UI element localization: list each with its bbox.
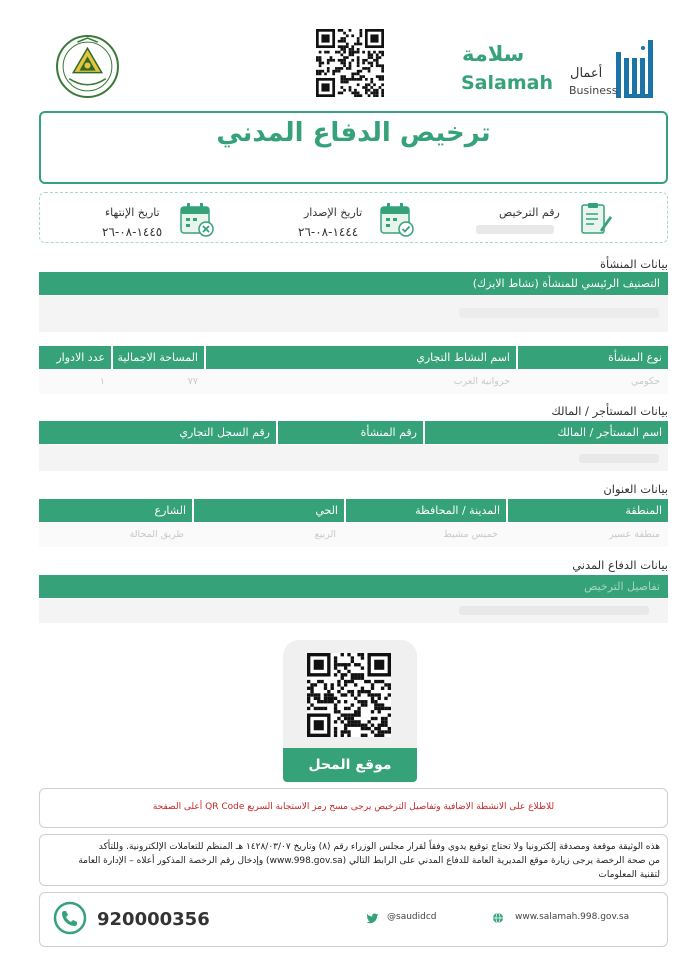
salamah-logo-arabic: سلامة (462, 42, 525, 66)
val-city: خميس مشيط (443, 529, 498, 540)
val-facility-type: حكومي (630, 376, 660, 387)
civil-defense-section-title: بيانات الدفاع المدني (572, 558, 668, 572)
salamah-logo-english: Salamah (461, 72, 553, 94)
val-street: طريق المحالة (129, 529, 184, 540)
facility-table-header (39, 346, 668, 369)
val-district: الربيع (314, 529, 336, 540)
tenant-table-row (39, 445, 668, 471)
calendar-x-icon (177, 200, 215, 238)
val-floors: ١ (99, 376, 105, 387)
disclaimer-line-2: من صحة الرخصة يرجى زيارة موقع المديرية العامة للدفاع المدني على الرابط التالي (www.998.gov.sa) وإدخال رقم الرخصة المذكور أعلاه – الإدارة العامة (78, 856, 660, 866)
qr-notice-text: للاطلاع على الانشطة الاضافية وتفاصيل الترخيص يرجى مسح رمز الاستجابة السريع QR Code أعلى الصفحة (152, 802, 555, 812)
val-region: منطقة عسير (609, 529, 660, 540)
facility-main-class-bar (39, 272, 668, 295)
phone-number[interactable]: 920000356 (97, 909, 210, 930)
store-location-button[interactable]: موقع المحل (283, 748, 417, 782)
website-link[interactable]: www.salamah.998.gov.sa (515, 912, 630, 922)
document-edit-icon (576, 200, 614, 238)
col-region: المنطقة (506, 499, 668, 522)
tenant-table-header (39, 421, 668, 444)
col-district: الحي (192, 499, 344, 522)
val-trade-name: حروانية الغرب (453, 376, 510, 387)
globe-icon (492, 912, 504, 924)
license-number-label: رقم الترخيص (499, 206, 560, 219)
issue-date-value: ١٤٤٤-٠٨-٢٦ (298, 225, 359, 239)
col-facility-number: رقم المنشأة (276, 421, 423, 444)
location-qr-code[interactable] (307, 653, 391, 737)
address-table-row (39, 523, 668, 547)
col-city: المدينة / المحافظة (344, 499, 506, 522)
civil-defense-bar (39, 575, 668, 598)
val-total-area: ٧٧ (187, 376, 198, 387)
civil-defense-value-row (39, 599, 668, 623)
facility-section-title: بيانات المنشأة (600, 257, 668, 271)
tenant-section-title: بيانات المستأجر / المالك (551, 404, 668, 418)
issue-date-label: تاريخ الإصدار (304, 206, 363, 219)
top-qr-code[interactable] (316, 29, 384, 97)
address-section-title: بيانات العنوان (603, 482, 668, 496)
col-tenant-name: اسم المستأجر / المالك (423, 421, 668, 444)
main-class-label: التصنيف الرئيسي للمنشأة (نشاط الايزك) (472, 277, 660, 290)
amal-label-english: Business (569, 84, 618, 97)
main-class-value-redacted (459, 308, 659, 318)
col-trade-name: اسم النشاط التجاري (204, 346, 516, 369)
disclaimer-line-3: لتقنية المعلومات (598, 870, 660, 880)
main-class-value-row (39, 296, 668, 332)
expiry-date-value: ١٤٤٥-٠٨-٢٦ (102, 225, 163, 239)
twitter-handle[interactable]: @saudidcd (387, 912, 437, 922)
twitter-icon (367, 912, 379, 924)
page-title: ترخيص الدفاع المدني (216, 118, 491, 148)
col-floors: عدد الادوار (56, 351, 105, 364)
col-cr-number: رقم السجل التجاري (179, 426, 270, 439)
phone-icon (53, 901, 87, 935)
calendar-check-icon (377, 200, 415, 238)
facility-table-row (39, 369, 668, 394)
civil-defense-emblem-icon (55, 34, 120, 99)
license-number-value-redacted (476, 225, 554, 234)
col-total-area: المساحة الاجمالية (111, 346, 204, 369)
expiry-date-label: تاريخ الإنتهاء (105, 206, 160, 219)
disclaimer-text (48, 840, 660, 882)
disclaimer-line-1: هذه الوثيقة موقعة ومصدقة إلكترونيا ولا تحتاج توقيع يدوي وفقاً لقرار مجلس الوزراء رقم (٨) وتاريخ ١٤٢٨/٠٣/٠٧ هـ المنظم للتعاملات الإلكترونية. وللتأكد (98, 842, 660, 852)
address-table-header (39, 499, 668, 522)
tenant-value-redacted (579, 454, 659, 463)
col-street: الشارع (154, 504, 186, 517)
civil-defense-bar-label: تفاصيل الترخيص (584, 580, 660, 593)
civil-defense-value-redacted (459, 606, 649, 615)
col-facility-type: نوع المنشأة (516, 346, 668, 369)
amal-label-arabic: أعمال (570, 66, 603, 81)
